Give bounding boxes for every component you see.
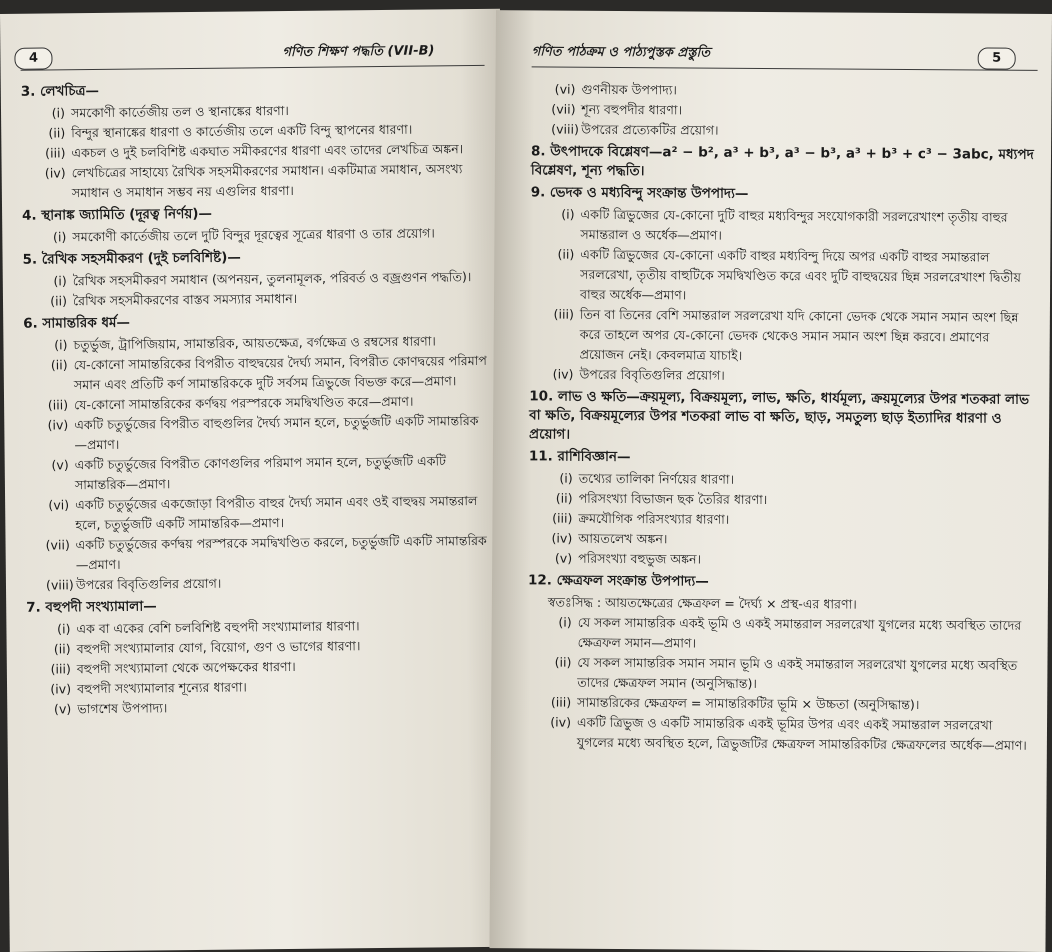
item-number: (ii) <box>50 293 68 309</box>
item-text: গুণনীয়ক উপপাদ্য। <box>581 81 677 98</box>
section-items <box>23 267 487 312</box>
list-item <box>550 245 1036 308</box>
item-text: এক বা একের বেশি চলবিশিষ্ট বহুপদী সংখ্যামালার ধারণা। <box>76 618 360 637</box>
section-heading: 8. উৎপাদকে বিশ্লেষণ—a² − b², a³ + b³, a³ − b³, a³ + b³ + c³ − 3abc, মধ্যপদ বিশ্লেষণ, শূন্য পদ্ধতি। <box>530 143 1034 180</box>
item-text: তথ্যের তালিকা নির্ণয়ের ধারণা। <box>578 470 735 487</box>
item-number: (ii) <box>554 654 572 670</box>
section-intro: স্বতঃসিদ্ধ : আয়তক্ষেত্রের ক্ষেত্রফল = দৈর্ঘ্য × প্রস্থ-এর ধারণা। <box>547 594 857 612</box>
item-number: (vii) <box>551 101 576 117</box>
item-number: (iii) <box>552 510 573 526</box>
section-heading: 4. স্থানাঙ্ক জ্যামিতি (দূরত্ব নির্ণয়)— <box>22 205 213 224</box>
list-item <box>549 365 1035 388</box>
item-text: একচল ও দুই চলবিশিষ্ট একঘাত সমীকরণের ধারণা এবং তাদের লেখচিত্র অঙ্কন। <box>71 141 464 161</box>
item-number: (iv) <box>551 530 573 546</box>
item-text: রৈখিক সহসমীকরণ সমাধান (অপনয়ন, তুলনামূলক, পরিবর্ত ও বজ্রগুণন পদ্ধতি)। <box>72 269 472 289</box>
section-heading: 11. রাশিবিজ্ঞান— <box>528 448 631 466</box>
item-number: (iv) <box>44 165 66 181</box>
right-page <box>489 10 1052 952</box>
item-number: (i) <box>54 337 68 353</box>
item-text: একটি ত্রিভুজের যে-কোনো দুটি বাহুর মধ্যবিন্দুর সংযোগকারী সরলরেখাংশ তৃতীয় বাহুর সমান্তরাল ও অর্ধেক—প্রমাণ। <box>580 206 1008 243</box>
section <box>531 142 1037 184</box>
item-text: একটি ত্রিভুজের যে-কোনো একটি বাহুর মধ্যবিন্দু দিয়ে অপর একটি বাহুর সমান্তরাল সরলরেখা, তৃতীয় বাহুটিকে সমদ্বিখণ্ডিত করে এবং দুটি বাহুদ্বয়ের ছিন্ন সরলরেখাংশ দ্বিতীয় বাহুর অর্ধেক—প্রমাণ। <box>579 246 1022 303</box>
item-text: তিন বা তিনের বেশি সমান্তরাল সরলরেখা যদি কোনো ভেদক থেকে সমান সমান অংশ ছিন্ন করে তাহলে অপর যে-কোনো ভেদক থেকেও সমান সমান অংশ ছিন্ন করবে। প্রমাণের প্রয়োজন নেই। কেবলমাত্র যাচাই। <box>579 306 1019 363</box>
section <box>22 202 486 248</box>
item-text: যে-কোনো সামান্তরিকের কর্ণদ্বয় পরস্পরকে সমদ্বিখণ্ডিত করে—প্রমাণ। <box>74 393 414 413</box>
item-number: (ii) <box>557 246 575 262</box>
section-items <box>23 331 490 596</box>
list-item <box>47 695 491 720</box>
section-items <box>26 615 491 720</box>
item-text: ভাগশেষ উপপাদ্য। <box>77 700 168 717</box>
right-page-number: 5 <box>978 47 1016 69</box>
section <box>529 387 1035 448</box>
list-item <box>550 205 1036 248</box>
section <box>527 571 1034 756</box>
item-text: ক্রমযৌগিক পরিসংখ্যার ধারণা। <box>578 510 730 527</box>
item-text: উপরের প্রত্যেকটির প্রয়োগ। <box>581 121 719 138</box>
item-text: বিন্দুর স্থানাঙ্কের ধারণা ও কার্তেজীয় তলে একটি বিন্দু স্থাপনের ধারণা। <box>71 121 413 141</box>
item-number: (i) <box>52 229 67 245</box>
section-heading: 12. ক্ষেত্রফল সংক্রান্ত উপপাদ্য— <box>527 572 709 590</box>
section-heading: 5. রৈখিক সহসমীকরণ (দুই চলবিশিষ্ট)— <box>22 249 241 268</box>
section-heading: 3. লেখচিত্র— <box>20 82 100 100</box>
item-text: সামান্তরিকের ক্ষেত্রফল = সামান্তরিকটির ভূমি × উচ্চতা (অনুসিদ্ধান্ত)। <box>577 694 920 713</box>
list-item <box>45 451 489 496</box>
continued-items <box>531 79 1037 143</box>
section-heading: 9. ভেদক ও মধ্যবিন্দু সংক্রান্ত উপপাদ্য— <box>530 184 749 202</box>
section <box>529 183 1036 388</box>
item-number: (i) <box>561 206 575 222</box>
list-item <box>43 287 487 312</box>
item-number: (v) <box>53 701 72 717</box>
item-text: যে-কোনো সামান্তরিকের বিপরীত বাহুদ্বয়ের দৈর্ঘ্য সমান, বিপরীত কোণদ্বয়ের পরিমাপ সমান এবং প্রতিটি কর্ণ সামান্তরিককে দুটি সর্বসম ত্রিভুজে বিভক্ত করে—প্রমাণ। <box>73 352 487 393</box>
item-text: লেখচিত্রের সাহায্যে রৈখিক সহসমীকরণের সমাধান। একটিমাত্র সমাধান, অসংখ্য সমাধান ও সমাধান সম্ভব নয় এগুলির ধারণা। <box>71 161 463 201</box>
item-text: একটি চতুর্ভুজের একজোড়া বিপরীত বাহুর দৈর্ঘ্য সমান এবং ওই বাহুদ্বয় সমান্তরাল হলে, চতুর্ভুজটি একটি সামান্তরিক—প্রমাণ। <box>75 493 478 533</box>
list-item <box>547 712 1033 755</box>
list-item <box>44 351 488 396</box>
section-items <box>21 99 486 204</box>
item-number: (iii) <box>50 661 71 677</box>
item-number: (iii) <box>553 306 574 322</box>
item-number: (i) <box>51 105 66 121</box>
list-item <box>550 305 1036 368</box>
item-text: যে সকল সামান্তরিক একই ভূমি ও একই সমান্তরাল সরলরেখা যুগলের মধ্যে অবস্থিত তাদের ক্ষেত্রফল সমান—প্রমাণ। <box>577 614 1022 651</box>
item-text: উপরের বিবৃতিগুলির প্রয়োগ। <box>75 575 222 593</box>
item-text: রৈখিক সহসমীকরণের বাস্তব সমস্যার সমাধান। <box>72 290 298 309</box>
item-text: চতুর্ভুজ, ট্রাপিজিয়াম, সামান্তরিক, আয়তক্ষেত্র, বর্গক্ষেত্র ও রম্বসের ধারণা। <box>73 333 436 353</box>
section <box>528 447 1035 572</box>
list-item <box>45 531 489 576</box>
section <box>26 594 491 720</box>
item-number: (iii) <box>550 694 572 710</box>
section-items <box>529 204 1036 388</box>
item-number: (ii) <box>50 357 68 373</box>
section-items <box>22 223 486 248</box>
item-text: একটি চতুর্ভুজের বিপরীত কোণগুলির পরিমাপ সমান হলে, চতুর্ভুজটি একটি সামান্তরিক—প্রমাণ। <box>74 453 447 493</box>
left-page-number: 4 <box>14 47 52 69</box>
item-number: (iii) <box>47 397 69 413</box>
item-number: (v) <box>554 550 573 566</box>
right-page-body <box>527 79 1038 756</box>
item-text: উপরের বিবৃতিগুলির প্রয়োগ। <box>579 366 725 383</box>
section <box>22 246 487 312</box>
item-number: (viii) <box>551 121 580 137</box>
item-number: (i) <box>53 273 67 289</box>
item-number: (vii) <box>45 537 70 553</box>
item-text: সমকোণী কার্তেজীয় তল ও স্থানাঙ্কের ধারণা। <box>70 102 289 121</box>
item-number: (iv) <box>552 366 574 382</box>
item-number: (vi) <box>554 81 576 97</box>
list-item <box>548 612 1034 655</box>
right-running-title: গণিত পাঠক্রম ও পাঠ্যপুস্তক প্রস্তুতি <box>531 44 711 61</box>
item-number: (i) <box>559 470 573 486</box>
list-item <box>42 159 486 204</box>
list-item <box>547 652 1033 695</box>
item-text: আয়তলেখ অঙ্কন। <box>578 530 668 547</box>
left-page-body <box>21 78 492 720</box>
left-page <box>0 9 510 952</box>
item-text: একটি চতুর্ভুজের কর্ণদ্বয় পরস্পরকে সমদ্বিখণ্ডিত করলে, চতুর্ভুজটি একটি সামান্তরিক—প্রমাণ। <box>75 532 487 573</box>
item-text: সমকোণী কার্তেজীয় তলে দুটি বিন্দুর দূরত্বের সূত্রের ধারণা ও তার প্রয়োগ। <box>72 225 435 245</box>
list-item <box>548 548 1034 571</box>
item-number: (iv) <box>50 681 72 697</box>
section-items <box>528 468 1035 572</box>
right-running-head <box>532 38 1038 71</box>
section-heading: 6. সামান্তরিক ধর্ম— <box>23 314 131 332</box>
list-item <box>45 491 489 536</box>
item-number: (iv) <box>47 417 69 433</box>
item-text: পরিসংখ্যা বিভাজন ছক তৈরির ধারণা। <box>578 490 768 508</box>
item-number: (ii) <box>53 641 71 657</box>
item-text: যে সকল সামান্তরিক সমান সমান ভূমি ও একই সমান্তরাল সরলরেখা যুগলের মধ্যে অবস্থিত তাদের ক্ষেত্রফল সমান (অনুসিদ্ধান্ত)। <box>577 654 1018 691</box>
item-number: (ii) <box>48 125 66 141</box>
item-text: একটি চতুর্ভুজের বিপরীত বাহুগুলির দৈর্ঘ্য সমান হলে, চতুর্ভুজটি একটি সামান্তরিক—প্রমাণ। <box>74 413 479 453</box>
item-number: (iii) <box>45 145 66 161</box>
item-number: (iv) <box>550 714 572 730</box>
item-number: (vi) <box>48 497 70 513</box>
item-number: (viii) <box>45 577 74 593</box>
list-item <box>551 120 1037 143</box>
list-item <box>46 571 490 596</box>
list-item <box>42 223 486 248</box>
item-text: বহুপদী সংখ্যামালার যোগ, বিয়োগ, গুণ ও ভাগের ধারণা। <box>76 638 361 657</box>
item-number: (i) <box>558 614 572 630</box>
left-running-title: গণিত শিক্ষণ পদ্ধতি (VII-B) <box>282 43 435 61</box>
item-number: (i) <box>57 621 71 637</box>
item-number: (ii) <box>555 490 573 506</box>
section-heading: 10. লাভ ও ক্ষতি—ক্রয়মূল্য, বিক্রয়মূল্য, লাভ, ক্ষতি, ধার্যমূল্য, ক্রয়মূল্যের উপর শতকরা লাভ বা ক্ষতি, বিক্রয়মূল্যের উপর শতকরা লাভ বা ক্ষতি, ছাড়, সমতুল্য ছাড় ইত্যাদির ধারণা ও প্রয়োগ। <box>528 388 1030 443</box>
section-heading: 7. বহুপদী সংখ্যামালা— <box>26 598 157 616</box>
section <box>21 78 486 204</box>
item-text: বহুপদী সংখ্যামালার শূন্যের ধারণা। <box>76 679 247 697</box>
item-text: শূন্য বহুপদীর ধারণা। <box>581 101 683 118</box>
section <box>23 310 490 596</box>
item-text: পরিসংখ্যা বহুভুজ অঙ্কন। <box>578 550 702 567</box>
item-text: একটি ত্রিভুজ ও একটি সামান্তরিক একই ভূমির উপর এবং একই সমান্তরাল সরলরেখা যুগলের মধ্যে অবস্থিত হলে, ত্রিভুজটির ক্ষেত্রফল সামান্তরিকটির ক্ষেত্রফলের অর্ধেক—প্রমাণ। <box>576 714 1027 753</box>
section-items <box>527 612 1034 756</box>
list-item <box>44 411 488 456</box>
item-text: বহুপদী সংখ্যামালা থেকে অপেক্ষকের ধারণা। <box>76 658 296 677</box>
left-running-head <box>20 37 484 71</box>
item-number: (v) <box>51 457 69 473</box>
